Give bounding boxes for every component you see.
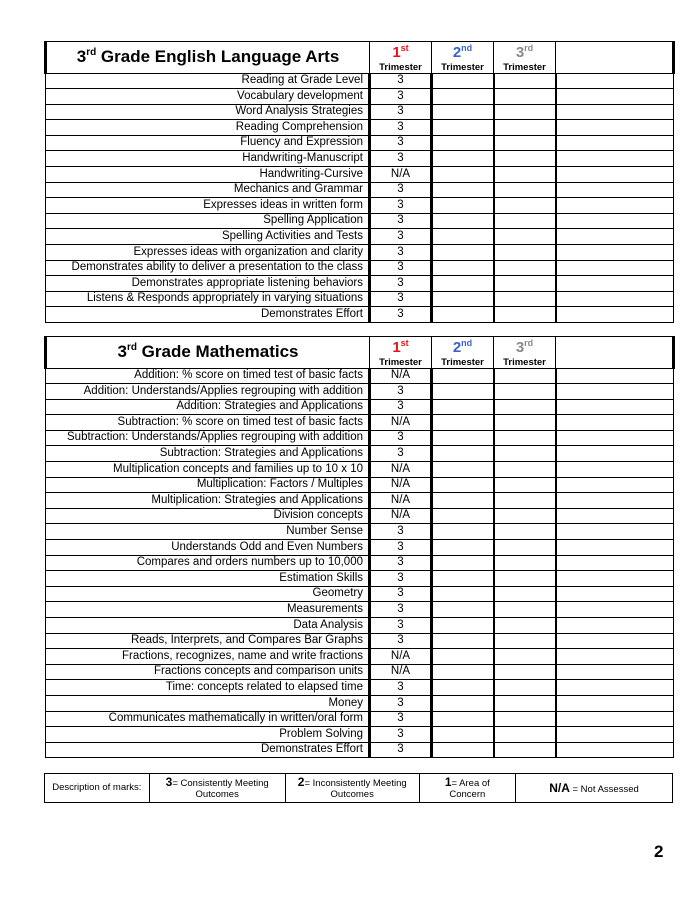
math-header-trimester-3: 3rd Trimester: [494, 337, 556, 369]
skill-label: Mechanics and Grammar: [46, 182, 370, 198]
trimester-1-mark: 3: [370, 446, 432, 462]
skill-label: Addition: Strategies and Applications: [46, 399, 370, 415]
trimester-3-mark: [494, 508, 556, 524]
table-row: [46, 120, 674, 136]
trimester-1-mark: 3: [370, 555, 432, 571]
trimester-2-mark: [432, 602, 494, 618]
trimester-3-mark: [494, 368, 556, 384]
trimester-2-mark: [432, 664, 494, 680]
trimester-3-mark: [494, 586, 556, 602]
skill-label: Demonstrates ability to deliver a presentation to the class: [46, 260, 370, 276]
trimester-1-mark: 3: [370, 182, 432, 198]
table-row: [46, 73, 674, 89]
blank-cell: [556, 260, 674, 276]
blank-cell: [556, 524, 674, 540]
trimester-3-mark: [494, 711, 556, 727]
skill-label: Reads, Interprets, and Compares Bar Graphs: [46, 633, 370, 649]
trimester-3-mark: [494, 477, 556, 493]
skill-label: Measurements: [46, 602, 370, 618]
legend-mark-na: N/A = Not Assessed: [515, 774, 672, 803]
trimester-2-mark: [432, 649, 494, 665]
skill-label: Expresses ideas in written form: [46, 198, 370, 214]
skill-label: Number Sense: [46, 524, 370, 540]
trimester-1-mark: 3: [370, 291, 432, 307]
trimester-1-mark: 3: [370, 89, 432, 105]
skill-label: Money: [46, 695, 370, 711]
table-row: [46, 633, 674, 649]
trimester-1-mark: 3: [370, 399, 432, 415]
table-row: [46, 571, 674, 587]
blank-cell: [556, 446, 674, 462]
trimester-3-mark: [494, 555, 556, 571]
blank-cell: [556, 229, 674, 245]
trimester-1-mark: 3: [370, 229, 432, 245]
table-row: [46, 229, 674, 245]
trimester-1-mark: 3: [370, 260, 432, 276]
table-row: [46, 508, 674, 524]
blank-cell: [556, 73, 674, 89]
table-row: [46, 618, 674, 634]
trimester-3-mark: [494, 446, 556, 462]
trimester-3-mark: [494, 540, 556, 556]
skill-label: Demonstrates Effort: [46, 742, 370, 758]
trimester-1-mark: 3: [370, 540, 432, 556]
trimester-2-mark: [432, 182, 494, 198]
trimester-2-mark: [432, 120, 494, 136]
trimester-1-mark: 3: [370, 213, 432, 229]
table-row: [46, 649, 674, 665]
trimester-3-mark: [494, 213, 556, 229]
trimester-3-mark: [494, 415, 556, 431]
skill-label: Data Analysis: [46, 618, 370, 634]
table-row: [46, 167, 674, 183]
blank-cell: [556, 555, 674, 571]
math-header-trimester-2: 2nd Trimester: [432, 337, 494, 369]
trimester-3-mark: [494, 695, 556, 711]
trimester-2-mark: [432, 493, 494, 509]
blank-cell: [556, 120, 674, 136]
trimester-3-mark: [494, 73, 556, 89]
trimester-3-mark: [494, 120, 556, 136]
trimester-2-mark: [432, 446, 494, 462]
trimester-1-mark: 3: [370, 104, 432, 120]
trimester-3-mark: [494, 618, 556, 634]
blank-cell: [556, 307, 674, 323]
ela-rows: [46, 73, 674, 323]
trimester-1-mark: 3: [370, 742, 432, 758]
trimester-3-mark: [494, 307, 556, 323]
table-row: [46, 89, 674, 105]
skill-label: Word Analysis Strategies: [46, 104, 370, 120]
trimester-2-mark: [432, 540, 494, 556]
skill-label: Spelling Activities and Tests: [46, 229, 370, 245]
blank-cell: [556, 586, 674, 602]
skill-label: Estimation Skills: [46, 571, 370, 587]
trimester-2-mark: [432, 680, 494, 696]
blank-cell: [556, 182, 674, 198]
blank-cell: [556, 399, 674, 415]
skill-label: Demonstrates appropriate listening behaviors: [46, 276, 370, 292]
trimester-1-mark: 3: [370, 73, 432, 89]
trimester-3-mark: [494, 680, 556, 696]
table-row: [46, 742, 674, 758]
table-row: [46, 430, 674, 446]
skill-label: Addition: Understands/Applies regrouping with addition: [46, 384, 370, 400]
trimester-1-mark: 3: [370, 135, 432, 151]
blank-cell: [556, 198, 674, 214]
blank-cell: [556, 540, 674, 556]
page-number: 2: [654, 842, 664, 861]
skill-label: Expresses ideas with organization and clarity: [46, 245, 370, 261]
trimester-1-mark: 3: [370, 727, 432, 743]
blank-cell: [556, 291, 674, 307]
blank-cell: [556, 618, 674, 634]
blank-cell: [556, 742, 674, 758]
blank-cell: [556, 276, 674, 292]
skill-label: Problem Solving: [46, 727, 370, 743]
table-row: [46, 524, 674, 540]
trimester-2-mark: [432, 104, 494, 120]
skill-label: Geometry: [46, 586, 370, 602]
trimester-2-mark: [432, 462, 494, 478]
blank-cell: [556, 664, 674, 680]
skill-label: Fractions concepts and comparison units: [46, 664, 370, 680]
skill-label: Handwriting-Cursive: [46, 167, 370, 183]
table-row: [46, 260, 674, 276]
trimester-2-mark: [432, 213, 494, 229]
table-row: [46, 446, 674, 462]
trimester-2-mark: [432, 399, 494, 415]
table-row: [46, 695, 674, 711]
skill-label: Reading at Grade Level: [46, 73, 370, 89]
blank-cell: [556, 602, 674, 618]
trimester-2-mark: [432, 89, 494, 105]
trimester-2-mark: [432, 508, 494, 524]
trimester-1-mark: 3: [370, 680, 432, 696]
math-header-trimester-1: 1st Trimester: [370, 337, 432, 369]
trimester-2-mark: [432, 198, 494, 214]
trimester-3-mark: [494, 135, 556, 151]
trimester-1-mark: N/A: [370, 477, 432, 493]
trimester-2-mark: [432, 276, 494, 292]
trimester-1-mark: 3: [370, 633, 432, 649]
legend-mark-3: 3= Consistently Meeting Outcomes: [149, 774, 285, 803]
legend-mark-2: 2= Inconsistently Meeting Outcomes: [285, 774, 419, 803]
ela-header-trimester-2: 2nd Trimester: [432, 42, 494, 74]
trimester-2-mark: [432, 430, 494, 446]
trimester-2-mark: [432, 368, 494, 384]
blank-cell: [556, 711, 674, 727]
skill-label: Reading Comprehension: [46, 120, 370, 136]
trimester-1-mark: 3: [370, 711, 432, 727]
blank-cell: [556, 493, 674, 509]
trimester-3-mark: [494, 384, 556, 400]
table-row: [46, 135, 674, 151]
trimester-1-mark: 3: [370, 586, 432, 602]
trimester-3-mark: [494, 276, 556, 292]
trimester-3-mark: [494, 727, 556, 743]
table-row: [46, 384, 674, 400]
trimester-3-mark: [494, 245, 556, 261]
trimester-3-mark: [494, 182, 556, 198]
table-row: [46, 368, 674, 384]
math-title: 3rd Grade Mathematics: [46, 337, 370, 369]
table-row: [46, 602, 674, 618]
skill-label: Multiplication: Factors / Multiples: [46, 477, 370, 493]
ela-grade-table: [44, 41, 675, 323]
trimester-1-mark: N/A: [370, 664, 432, 680]
trimester-2-mark: [432, 135, 494, 151]
trimester-3-mark: [494, 633, 556, 649]
skill-label: Subtraction: Understands/Applies regrouping with addition: [46, 430, 370, 446]
blank-cell: [556, 680, 674, 696]
blank-cell: [556, 633, 674, 649]
ela-header-trimester-1: 1st Trimester: [370, 42, 432, 74]
skill-label: Time: concepts related to elapsed time: [46, 680, 370, 696]
trimester-2-mark: [432, 727, 494, 743]
skill-label: Handwriting-Manuscript: [46, 151, 370, 167]
trimester-2-mark: [432, 384, 494, 400]
skill-label: Communicates mathematically in written/oral form: [46, 711, 370, 727]
trimester-3-mark: [494, 462, 556, 478]
table-row: [46, 711, 674, 727]
blank-cell: [556, 430, 674, 446]
table-row: [46, 555, 674, 571]
trimester-1-mark: 3: [370, 384, 432, 400]
trimester-1-mark: 3: [370, 618, 432, 634]
blank-cell: [556, 508, 674, 524]
trimester-3-mark: [494, 571, 556, 587]
math-grade-table: [44, 336, 675, 758]
blank-cell: [556, 727, 674, 743]
trimester-3-mark: [494, 399, 556, 415]
skill-label: Spelling Application: [46, 213, 370, 229]
trimester-1-mark: 3: [370, 430, 432, 446]
table-row: [46, 213, 674, 229]
trimester-1-mark: 3: [370, 695, 432, 711]
trimester-2-mark: [432, 524, 494, 540]
blank-cell: [556, 368, 674, 384]
trimester-3-mark: [494, 602, 556, 618]
trimester-1-mark: 3: [370, 602, 432, 618]
trimester-2-mark: [432, 586, 494, 602]
table-row: [46, 477, 674, 493]
blank-cell: [556, 151, 674, 167]
trimester-2-mark: [432, 260, 494, 276]
trimester-1-mark: 3: [370, 276, 432, 292]
table-row: [46, 462, 674, 478]
trimester-1-mark: N/A: [370, 415, 432, 431]
blank-cell: [556, 649, 674, 665]
trimester-1-mark: 3: [370, 245, 432, 261]
trimester-3-mark: [494, 524, 556, 540]
marks-legend: [44, 773, 673, 803]
trimester-2-mark: [432, 415, 494, 431]
trimester-3-mark: [494, 742, 556, 758]
table-row: [46, 151, 674, 167]
trimester-1-mark: N/A: [370, 493, 432, 509]
trimester-2-mark: [432, 618, 494, 634]
trimester-3-mark: [494, 291, 556, 307]
trimester-1-mark: 3: [370, 151, 432, 167]
table-row: [46, 493, 674, 509]
skill-label: Multiplication concepts and families up to 10 x 10: [46, 462, 370, 478]
blank-cell: [556, 104, 674, 120]
ela-title: 3rd Grade English Language Arts: [46, 42, 370, 74]
blank-cell: [556, 571, 674, 587]
skill-label: Subtraction: % score on timed test of basic facts: [46, 415, 370, 431]
blank-cell: [556, 213, 674, 229]
trimester-1-mark: N/A: [370, 508, 432, 524]
table-row: [46, 540, 674, 556]
blank-cell: [556, 89, 674, 105]
trimester-1-mark: N/A: [370, 462, 432, 478]
trimester-2-mark: [432, 229, 494, 245]
trimester-1-mark: N/A: [370, 649, 432, 665]
blank-cell: [556, 477, 674, 493]
trimester-3-mark: [494, 430, 556, 446]
trimester-1-mark: 3: [370, 307, 432, 323]
table-row: [46, 198, 674, 214]
table-row: [46, 276, 674, 292]
trimester-1-mark: 3: [370, 120, 432, 136]
trimester-2-mark: [432, 555, 494, 571]
skill-label: Understands Odd and Even Numbers: [46, 540, 370, 556]
trimester-3-mark: [494, 89, 556, 105]
blank-cell: [556, 167, 674, 183]
ela-header-blank: [556, 42, 674, 74]
trimester-1-mark: 3: [370, 198, 432, 214]
ela-header-trimester-3: 3rd Trimester: [494, 42, 556, 74]
legend-label: Description of marks:: [45, 774, 150, 803]
table-row: [46, 291, 674, 307]
table-row: [46, 586, 674, 602]
trimester-1-mark: 3: [370, 524, 432, 540]
math-header-blank: [556, 337, 674, 369]
skill-label: Subtraction: Strategies and Applications: [46, 446, 370, 462]
trimester-3-mark: [494, 229, 556, 245]
trimester-1-mark: N/A: [370, 368, 432, 384]
table-row: [46, 680, 674, 696]
trimester-3-mark: [494, 151, 556, 167]
trimester-2-mark: [432, 307, 494, 323]
blank-cell: [556, 462, 674, 478]
trimester-3-mark: [494, 664, 556, 680]
skill-label: Addition: % score on timed test of basic facts: [46, 368, 370, 384]
trimester-2-mark: [432, 633, 494, 649]
table-row: [46, 182, 674, 198]
table-row: [46, 307, 674, 323]
table-row: [46, 415, 674, 431]
table-row: [46, 664, 674, 680]
trimester-2-mark: [432, 73, 494, 89]
trimester-2-mark: [432, 695, 494, 711]
trimester-3-mark: [494, 493, 556, 509]
trimester-1-mark: N/A: [370, 167, 432, 183]
trimester-2-mark: [432, 291, 494, 307]
table-row: [46, 399, 674, 415]
trimester-3-mark: [494, 260, 556, 276]
skill-label: Division concepts: [46, 508, 370, 524]
trimester-2-mark: [432, 711, 494, 727]
blank-cell: [556, 415, 674, 431]
table-row: [46, 245, 674, 261]
trimester-3-mark: [494, 167, 556, 183]
trimester-1-mark: 3: [370, 571, 432, 587]
blank-cell: [556, 135, 674, 151]
legend-mark-1: 1= Area of Concern: [419, 774, 515, 803]
table-row: [46, 104, 674, 120]
skill-label: Multiplication: Strategies and Applications: [46, 493, 370, 509]
trimester-2-mark: [432, 167, 494, 183]
skill-label: Fractions, recognizes, name and write fractions: [46, 649, 370, 665]
trimester-2-mark: [432, 571, 494, 587]
blank-cell: [556, 695, 674, 711]
trimester-2-mark: [432, 151, 494, 167]
skill-label: Listens & Responds appropriately in varying situations: [46, 291, 370, 307]
skill-label: Fluency and Expression: [46, 135, 370, 151]
trimester-2-mark: [432, 245, 494, 261]
blank-cell: [556, 384, 674, 400]
table-row: [46, 727, 674, 743]
math-rows: [46, 368, 674, 758]
trimester-3-mark: [494, 649, 556, 665]
skill-label: Demonstrates Effort: [46, 307, 370, 323]
skill-label: Vocabulary development: [46, 89, 370, 105]
blank-cell: [556, 245, 674, 261]
skill-label: Compares and orders numbers up to 10,000: [46, 555, 370, 571]
trimester-3-mark: [494, 198, 556, 214]
trimester-3-mark: [494, 104, 556, 120]
trimester-2-mark: [432, 742, 494, 758]
trimester-2-mark: [432, 477, 494, 493]
